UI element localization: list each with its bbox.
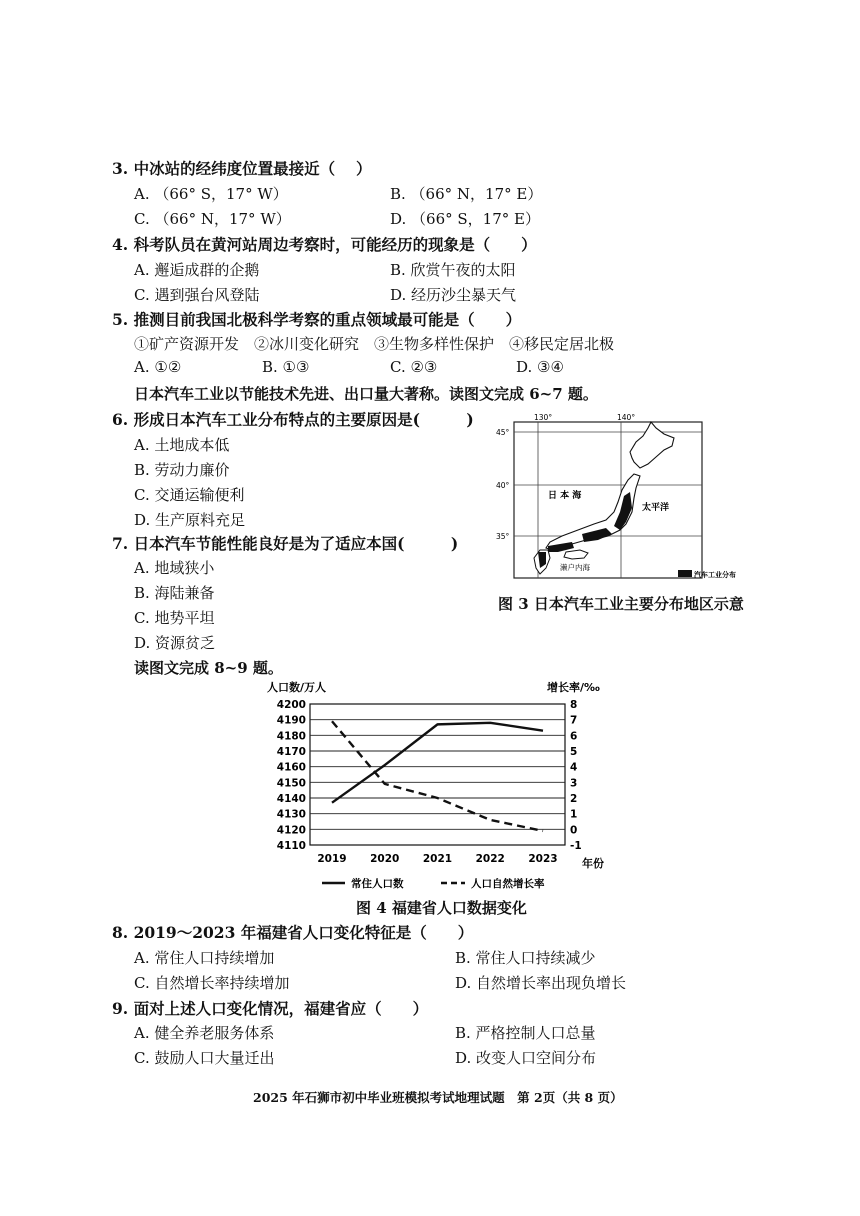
japan-automobile-map: [488, 412, 758, 592]
legend-swatch: [678, 570, 692, 577]
y-tick-right--1: -1: [570, 840, 582, 852]
q6-stem: 6. 形成日本汽车工业分布特点的主要原因是( ): [112, 410, 474, 429]
lat-label-40: 40°: [496, 481, 510, 490]
y-tick-right-5: 5: [570, 746, 578, 758]
q6-option-a: A. 土地成本低: [134, 436, 230, 454]
y-tick-left-4170: 4170: [276, 746, 306, 758]
legend-label-resident: 常住人口数: [351, 878, 404, 890]
q6-option-c: C. 交通运输便利: [134, 486, 245, 504]
seto-inland-sea-label: 濑户内海: [560, 563, 590, 572]
pacific-ocean-label: 太平洋: [642, 503, 670, 513]
sea-of-japan-label: 日 本 海: [548, 491, 582, 501]
series-lines: [332, 721, 543, 831]
intro-6-7: 日本汽车工业以节能技术先进、出口量大著称。读图文完成 6~7 题。: [134, 385, 598, 403]
page-footer: 2025 年石狮市初中毕业班模拟考试地理试题 第 2页（共 8 页）: [253, 1090, 623, 1105]
q4-option-c: C. 遇到强台风登陆: [134, 286, 260, 304]
y-tick-right-6: 6: [570, 730, 578, 743]
q4-option-a: A. 邂逅成群的企鹅: [134, 261, 260, 279]
population-chart: [255, 676, 615, 894]
lon-label-130: 130°: [534, 413, 553, 422]
series-line-1: [332, 721, 543, 831]
y-tick-left-4200: 4200: [276, 699, 306, 711]
y-tick-left-4120: 4120: [276, 824, 306, 837]
y-tick-right-2: 2: [570, 793, 578, 805]
q3-stem: 3. 中冰站的经纬度位置最接近（ ）: [112, 159, 372, 178]
x-tick-2020: 2020: [370, 853, 400, 865]
q9-stem: 9. 面对上述人口变化情况，福建省应（ ）: [112, 999, 429, 1018]
y-tick-right-3: 3: [570, 777, 578, 790]
q7-option-b: B. 海陆兼备: [134, 584, 215, 602]
shikoku-island: [564, 550, 588, 559]
x-tick-2021: 2021: [422, 853, 453, 865]
lon-label-140: 140°: [617, 413, 636, 422]
q8-option-d: D. 自然增长率出现负增长: [455, 974, 627, 992]
y-tick-right-0: 0: [570, 824, 578, 837]
q7-option-c: C. 地势平坦: [134, 609, 215, 627]
q5-option-a: A. ①②: [134, 358, 182, 376]
q5-items: ①矿产资源开发 ②冰川变化研究 ③生物多样性保护 ④移民定居北极: [134, 335, 615, 353]
x-tick-2023: 2023: [528, 853, 558, 865]
q6-option-b: B. 劳动力廉价: [134, 461, 230, 479]
figure-3-caption: 图 3 日本汽车工业主要分布地区示意: [498, 595, 744, 613]
y-tick-right-1: 1: [570, 808, 578, 821]
q4-option-d: D. 经历沙尘暴天气: [390, 286, 517, 304]
q6-option-d: D. 生产原料充足: [134, 511, 246, 529]
x-axis-unit-label: 年份: [582, 857, 604, 870]
legend-label: 汽车工业分布: [694, 571, 736, 579]
q5-option-d: D. ③④: [516, 358, 564, 376]
q3-option-c: C. （66° N，17° W）: [134, 210, 291, 228]
q4-option-b: B. 欣赏午夜的太阳: [390, 261, 516, 279]
q9-option-a: A. 健全养老服务体系: [134, 1024, 275, 1042]
q5-option-b: B. ①③: [262, 358, 310, 376]
q4-stem: 4. 科考队员在黄河站周边考察时，可能经历的现象是（ ）: [112, 235, 537, 254]
lat-label-45: 45°: [496, 428, 510, 437]
y-tick-left-4110: 4110: [276, 840, 306, 852]
q3-option-d: D. （66° S，17° E）: [390, 210, 540, 228]
y-tick-right-8: 8: [570, 699, 578, 711]
q3-option-b: B. （66° N，17° E）: [390, 185, 543, 203]
y-tick-left-4130: 4130: [276, 808, 306, 821]
q7-option-d: D. 资源贫乏: [134, 634, 216, 652]
q7-stem: 7. 日本汽车节能性能良好是为了适应本国( ): [112, 534, 459, 553]
y-tick-left-4150: 4150: [276, 777, 306, 790]
y-axis-right-label: 增长率/‰: [547, 681, 600, 694]
x-tick-2022: 2022: [475, 853, 505, 865]
q8-option-c: C. 自然增长率持续增加: [134, 974, 290, 992]
q8-option-a: A. 常住人口持续增加: [134, 949, 275, 967]
y-tick-right-7: 7: [570, 714, 578, 727]
y-tick-left-4190: 4190: [276, 714, 306, 727]
q8-stem: 8. 2019～2023 年福建省人口变化特征是（ ）: [112, 923, 474, 942]
series-line-0: [332, 723, 543, 803]
q9-option-b: B. 严格控制人口总量: [455, 1024, 596, 1042]
lat-label-35: 35°: [496, 532, 510, 541]
q5-stem: 5. 推测目前我国北极科学考察的重点领域最可能是（ ）: [112, 310, 522, 329]
q8-option-b: B. 常住人口持续减少: [455, 949, 596, 967]
gridlines: [310, 720, 565, 830]
intro-8-9: 读图文完成 8~9 题。: [134, 659, 283, 677]
y-axis-left-label: 人口数/万人: [267, 681, 327, 694]
figure-4-caption: 图 4 福建省人口数据变化: [356, 899, 527, 917]
legend-label-growth: 人口自然增长率: [471, 878, 545, 890]
q7-option-a: A. 地域狭小: [134, 559, 215, 577]
y-tick-left-4180: 4180: [276, 730, 306, 743]
x-tick-2019: 2019: [317, 853, 347, 865]
y-tick-right-4: 4: [570, 761, 578, 774]
q9-option-d: D. 改变人口空间分布: [455, 1049, 597, 1067]
q5-option-c: C. ②③: [390, 358, 438, 376]
q9-option-c: C. 鼓励人口大量迁出: [134, 1049, 275, 1067]
y-tick-left-4140: 4140: [276, 793, 306, 805]
q3-option-a: A. （66° S，17° W）: [134, 185, 288, 203]
y-tick-left-4160: 4160: [276, 761, 306, 774]
